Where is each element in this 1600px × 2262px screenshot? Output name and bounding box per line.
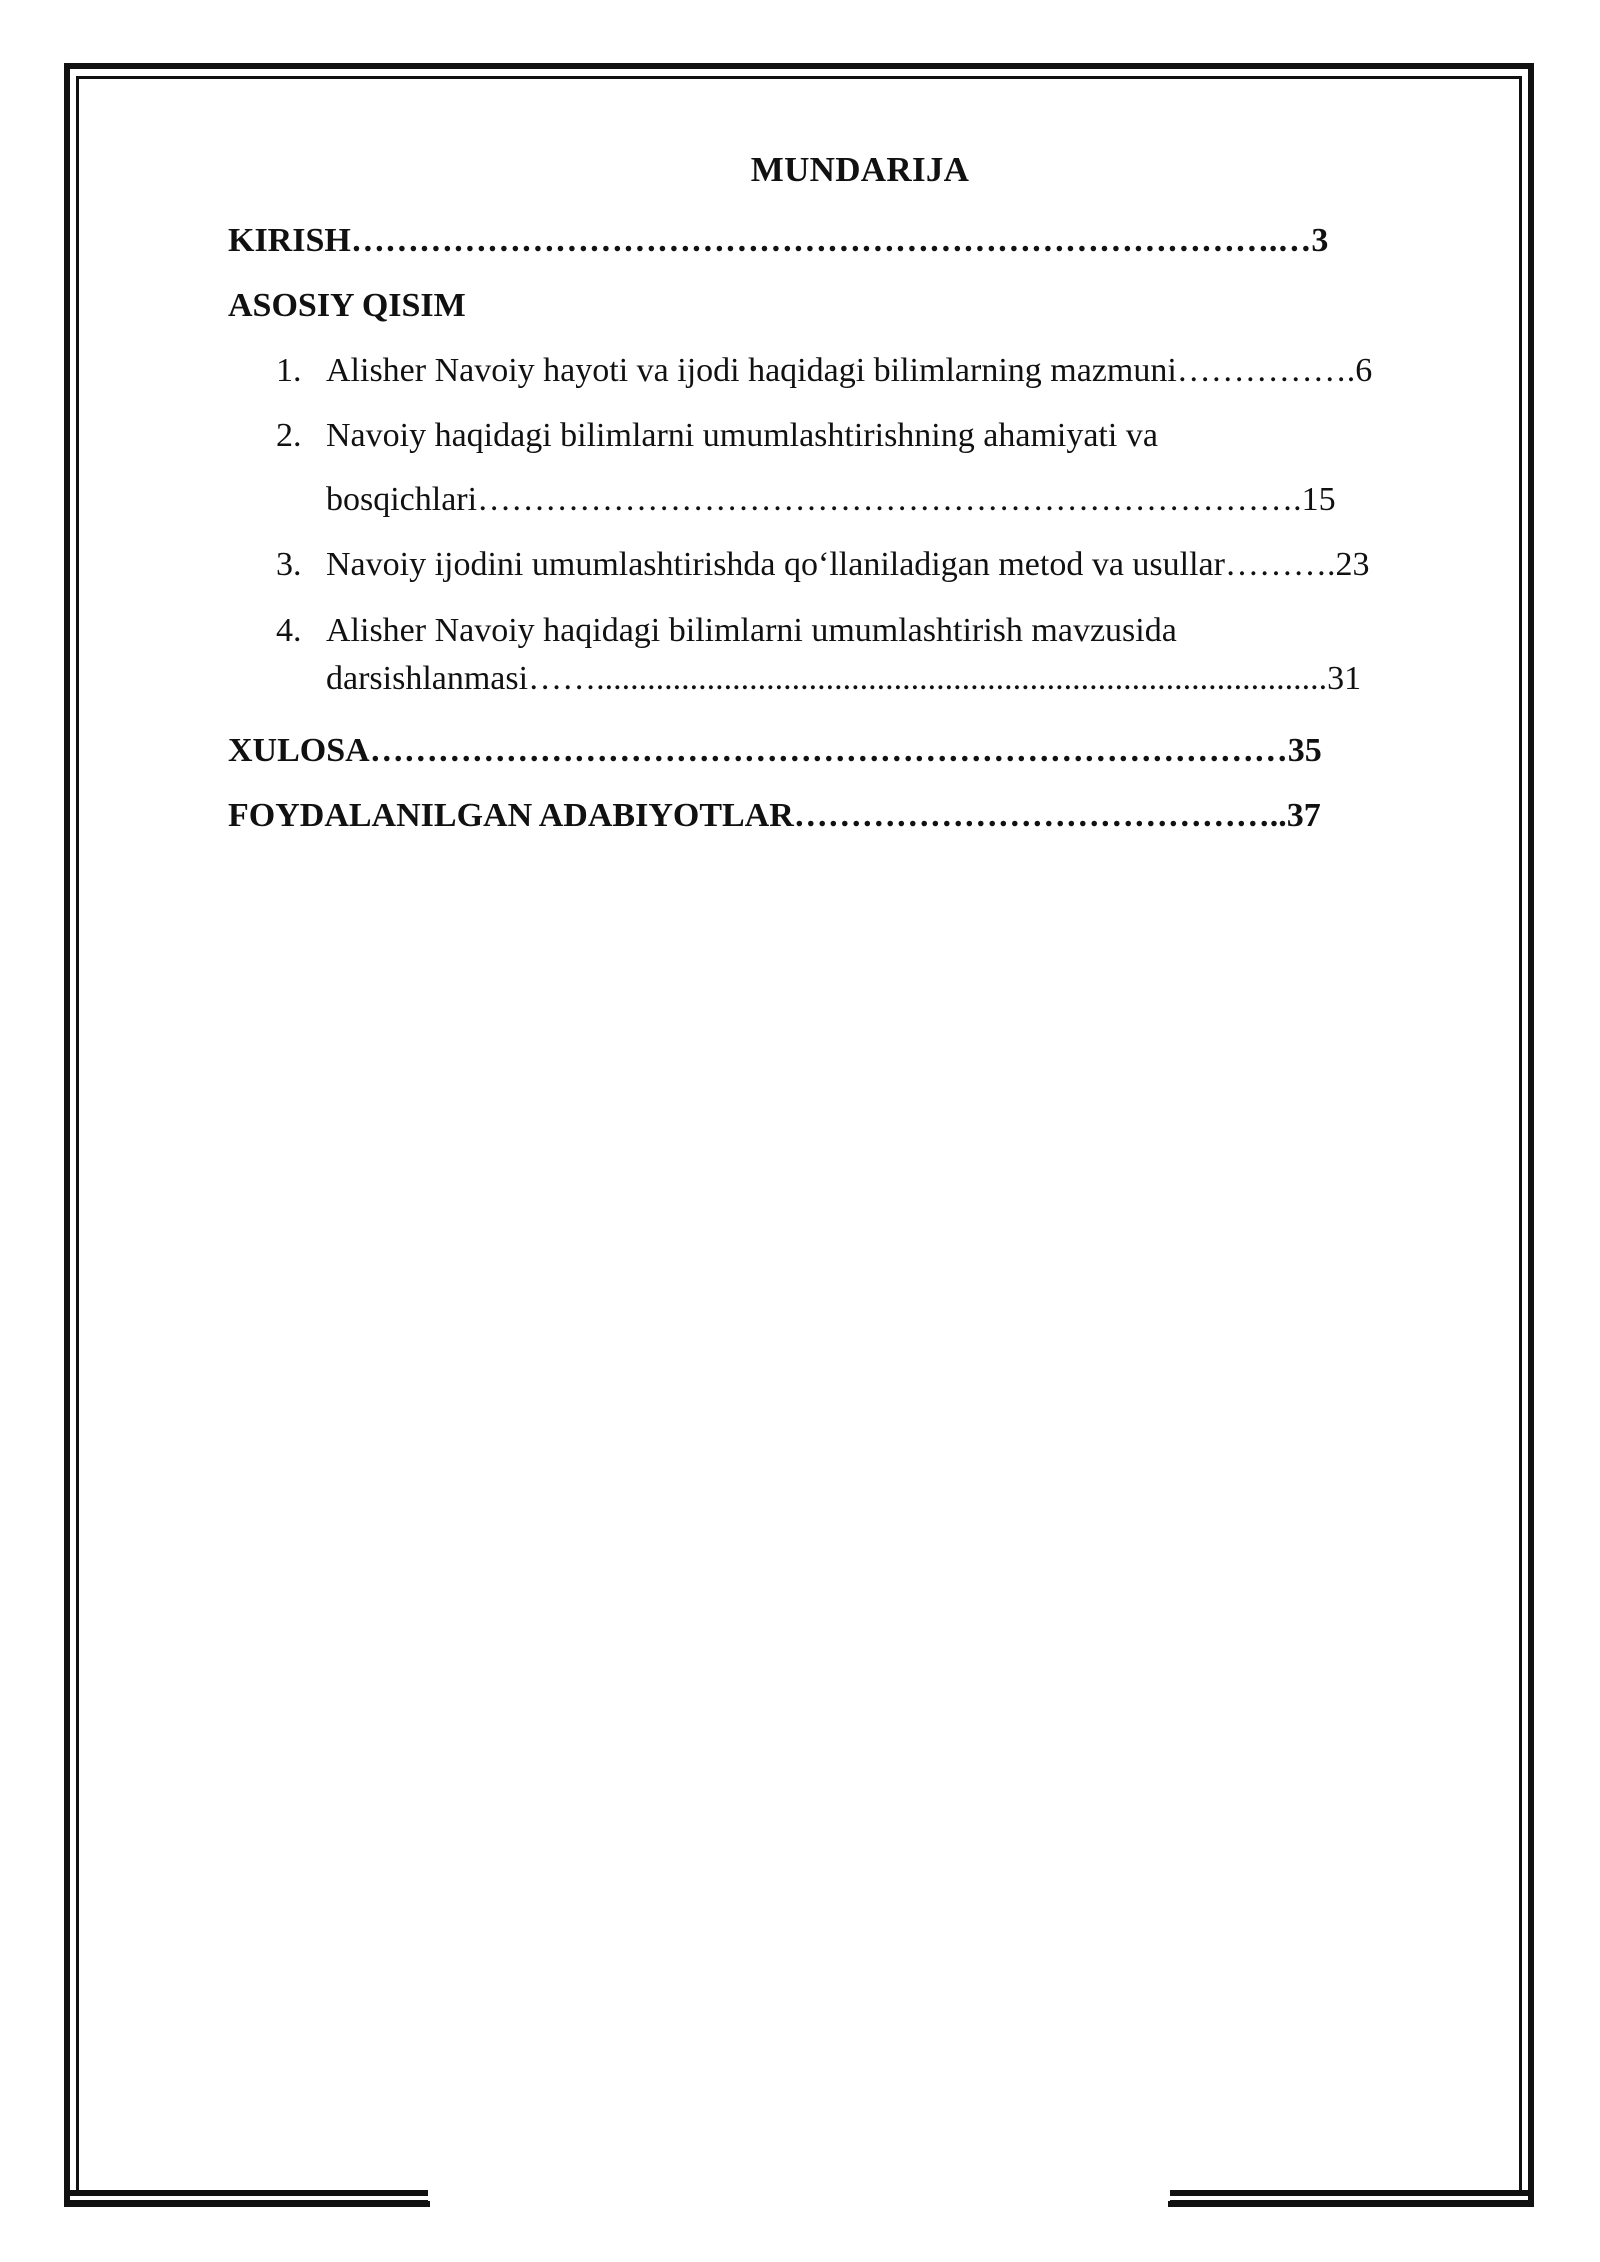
page-frame-inner (76, 76, 1522, 2194)
bottom-rule-right (1170, 2190, 1534, 2204)
toc-asosiy-heading: ASOSIY QISIM (228, 287, 466, 324)
toc-item-1-text: Alisher Navoiy hayoti va ijodi haqidagi bilimlarning mazmuni…………….6 (326, 352, 1373, 389)
toc-kirish-label: KIRISH……………………………………………………………………….…3 (228, 222, 1329, 259)
frame-gap (430, 2180, 1168, 2220)
toc-xulosa-label: XULOSA………………………………………………………………………35 (228, 732, 1322, 769)
toc-item-2-text: Navoiy haqidagi bilimlarni umumlashtirishning ahamiyati va (326, 417, 1158, 454)
toc-item-1-number: 1. (276, 352, 302, 389)
toc-item-4-text: Alisher Navoiy haqidagi bilimlarni umumlashtirish mavzusida (326, 612, 1177, 649)
toc-item-3-number: 3. (276, 546, 302, 583)
toc-item-4-text-cont: darsishlanmasi……......................................................................................31 (326, 660, 1362, 697)
bottom-rule-left (64, 2190, 428, 2204)
toc-item-4-number: 4. (276, 612, 302, 649)
toc-item-2-text-cont: bosqichlari……………………………………………………………….15 (326, 481, 1336, 518)
toc-item-3-text: Navoiy ijodini umumlashtirishda qo‘llaniladigan metod va usullar……….23 (326, 546, 1370, 583)
toc-item-2-number: 2. (276, 417, 302, 454)
toc-adabiyotlar-label: FOYDALANILGAN ADABIYOTLAR……………………………………..37 (228, 797, 1321, 834)
page-title: MUNDARIJA (750, 150, 970, 189)
